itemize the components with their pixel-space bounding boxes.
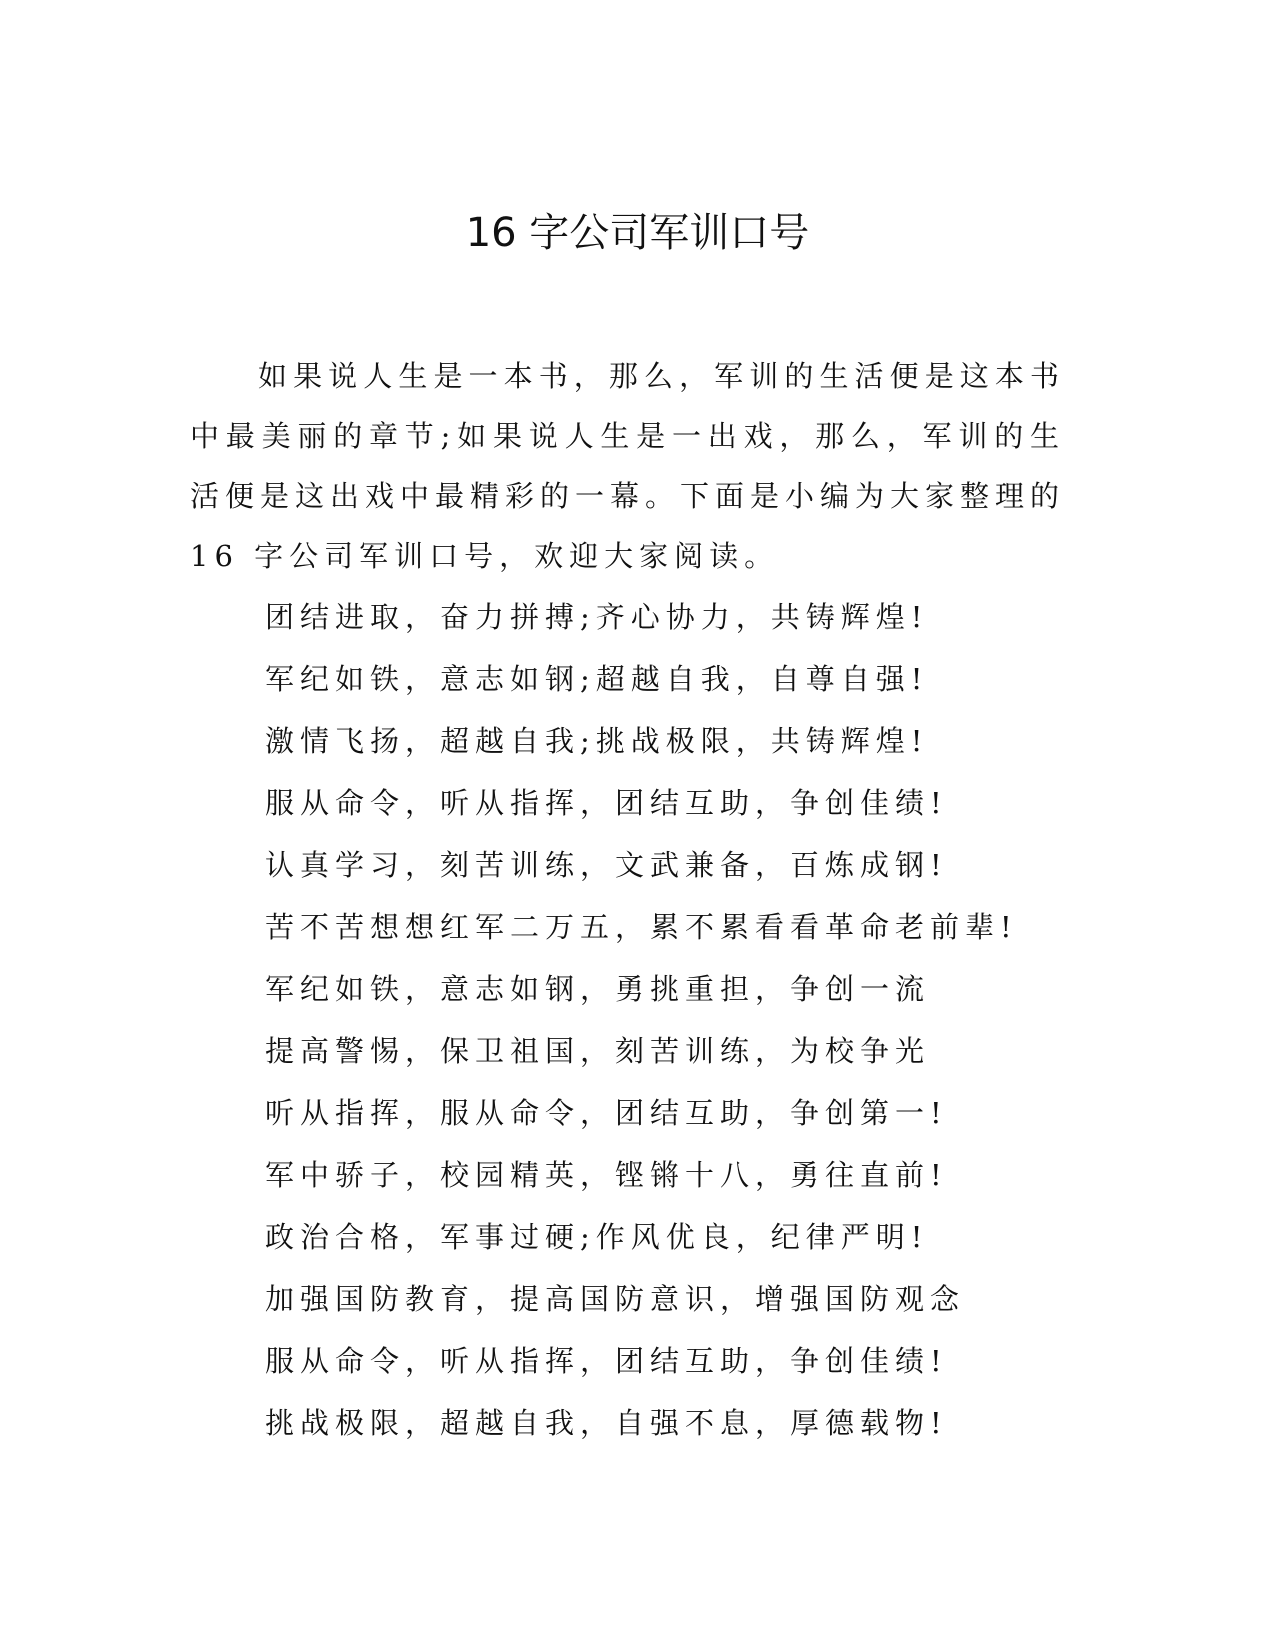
slogan-line: 军纪如铁，意志如钢，勇挑重担，争创一流	[265, 972, 931, 1006]
slogan-line: 团结进取，奋力拼搏;齐心协力，共铸辉煌!	[265, 600, 929, 634]
slogan-line: 加强国防教育，提高国防意识，增强国防观念	[265, 1282, 966, 1316]
slogan-list	[265, 586, 1065, 1454]
slogan-line: 服从命令，听从指挥，团结互助，争创佳绩!	[265, 786, 948, 820]
slogan-line: 听从指挥，服从命令，团结互助，争创第一!	[265, 1096, 948, 1130]
document-title: 16 字公司军训口号	[465, 210, 810, 256]
slogan-line: 提高警惕，保卫祖国，刻苦训练，为校争光	[265, 1034, 931, 1068]
slogan-line: 军中骄子，校园精英，铿锵十八，勇往直前!	[265, 1158, 948, 1192]
slogan-line: 苦不苦想想红军二万五，累不累看看革命老前辈!	[265, 910, 1018, 944]
slogan-line: 政治合格，军事过硬;作风优良，纪律严明!	[265, 1220, 929, 1254]
slogan-line: 军纪如铁，意志如钢;超越自我，自尊自强!	[265, 662, 929, 696]
slogan-line: 认真学习，刻苦训练，文武兼备，百炼成钢!	[265, 848, 948, 882]
slogan-line: 激情飞扬，超越自我;挑战极限，共铸辉煌!	[265, 724, 929, 758]
slogan-line: 挑战极限，超越自我，自强不息，厚德载物!	[265, 1406, 948, 1440]
slogan-line: 服从命令，听从指挥，团结互助，争创佳绩!	[265, 1344, 948, 1378]
intro-paragraph: 如果说人生是一本书，那么，军训的生活便是这本书中最美丽的章节;如果说人生是一出戏，那么，军训的生活便是这出戏中最精彩的一幕。下面是小编为大家整理的 16 字公司军训口号，欢迎大家阅读。	[190, 359, 1066, 573]
